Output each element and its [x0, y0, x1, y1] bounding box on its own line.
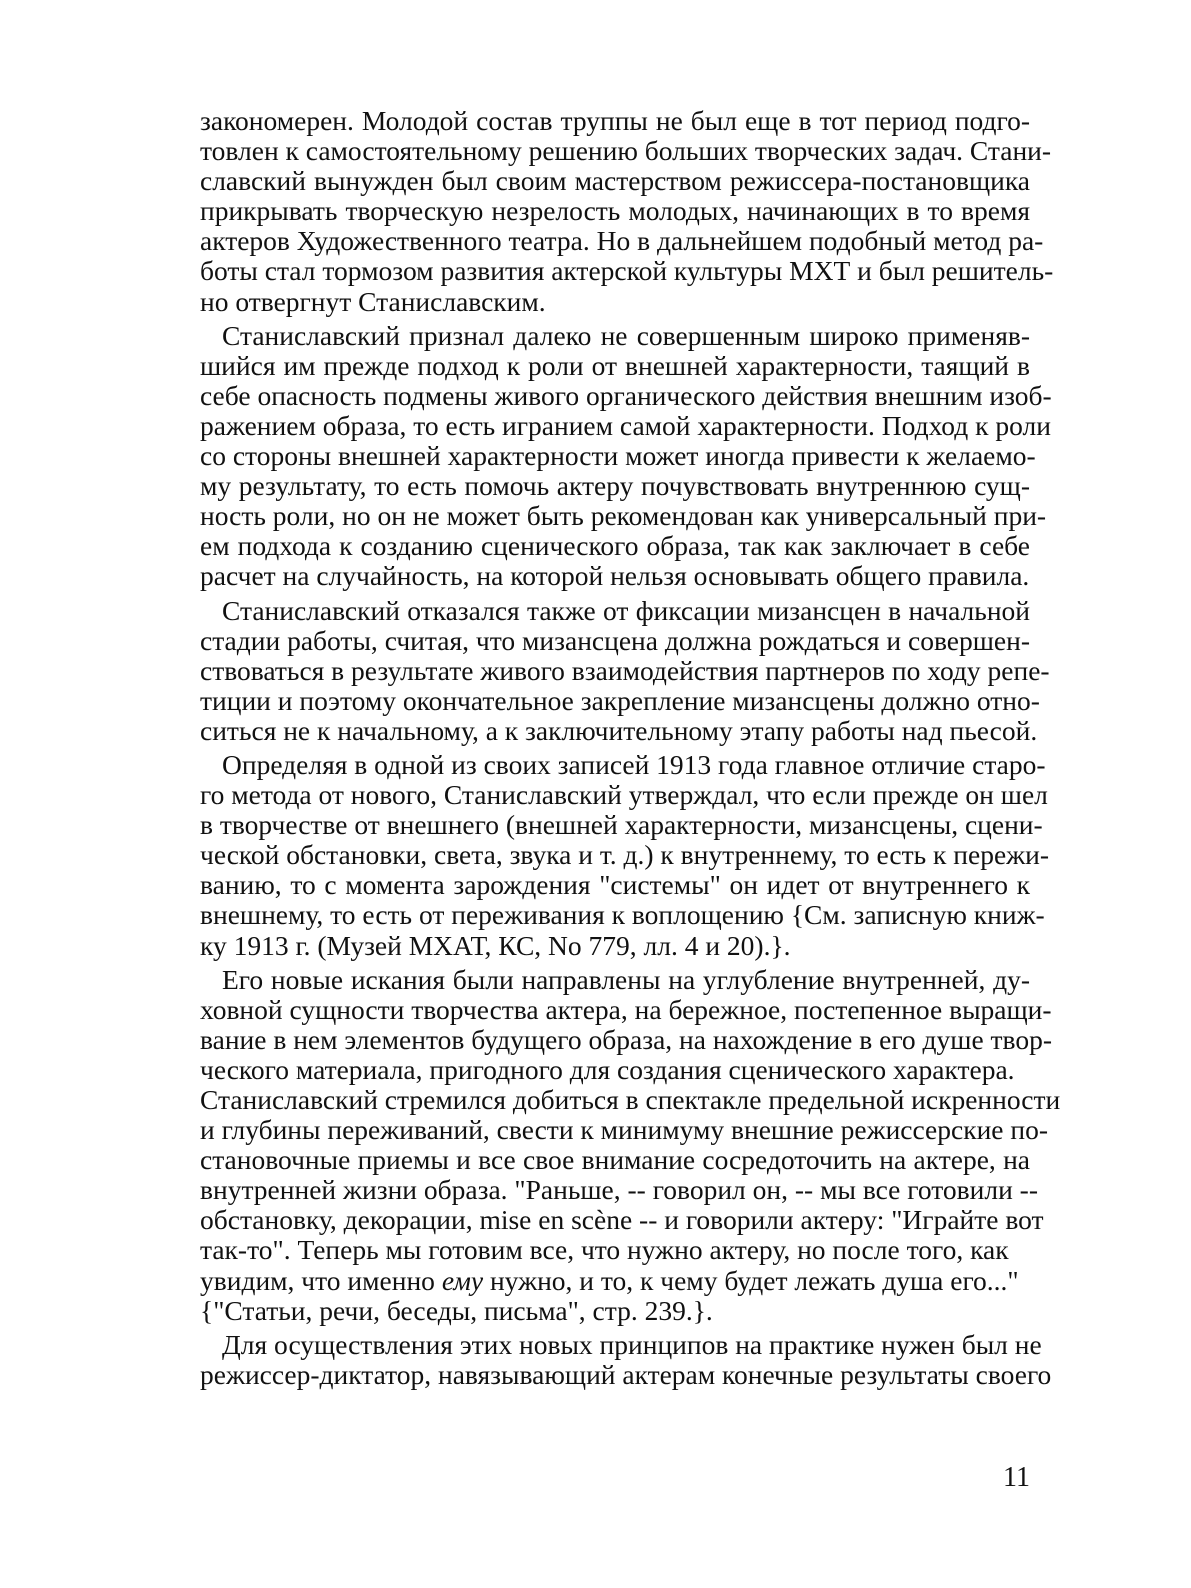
paragraph [200, 963, 1061, 1326]
text-line: му результату, то есть помочь актеру почувствовать внутреннюю сущ- [200, 470, 1030, 502]
text-line: режиссер-диктатор, навязывающий актерам конечные результаты своего [200, 1358, 1052, 1390]
footnote-reference: {"Статьи, речи, беседы, письма", стр. 239.}. [200, 1294, 713, 1326]
paragraph [200, 594, 1050, 746]
text-line: Для осуществления этих новых принципов на практике нужен был не [222, 1328, 1042, 1360]
text-line: Станиславский признал далеко не совершенным широко применяв- [222, 319, 1030, 351]
text-line: Его новые искания были направлены на углубление внутренней, ду- [222, 963, 1030, 995]
text-line: ствоваться в результате живого взаимодействия партнеров по ходу репе- [200, 654, 1050, 686]
text-line: так-то". Теперь мы готовим все, что нужно актеру, но после того, как [200, 1234, 1009, 1266]
text-line: тиции и поэтому окончательное закрепление мизансцены должно отно- [200, 684, 1040, 716]
text-line: себе опасность подмены живого органического действия внешним изоб- [200, 379, 1052, 411]
body-text [200, 105, 1061, 1390]
text-line: обстановку, декорации, mise en scène -- и говорили актеру: "Играйте вот [200, 1204, 1044, 1236]
emphasized-word: ему [441, 1264, 484, 1296]
text-line: в творчестве от внешнего (внешней характерности, мизансцены, сцени- [200, 809, 1043, 841]
paragraph [200, 748, 1050, 961]
text-line: ражением образа, то есть игранием самой характерности. Подход к роли [200, 409, 1051, 441]
text-line: товлен к самостоятельному решению больших творческих задач. Стани- [200, 135, 1052, 167]
text-line: ситься не к начальному, а к заключительному этапу работы над пьесой. [200, 714, 1038, 746]
text-line: со стороны внешней характерности может иногда привести к желаемо- [200, 440, 1036, 472]
text-line: расчет на случайность, на которой нельзя основывать общего правила. [200, 560, 1030, 592]
text-line-with-emphasis [200, 1266, 1030, 1296]
text-line: внутренней жизни образа. "Раньше, -- говорил он, -- мы все готовили -- [200, 1174, 1038, 1206]
text-line: боты стал тормозом развития актерской культуры МХТ и был решитель- [200, 255, 1054, 287]
text-line: прикрывать творческую незрелость молодых, начинающих в то время [200, 195, 1030, 227]
text-line: но отвергнут Станиславским. [200, 285, 546, 317]
page-number: 11 [1003, 1462, 1030, 1493]
text-line: стадии работы, считая, что мизансцена должна рождаться и совершен- [200, 624, 1030, 656]
text-line: Определяя в одной из своих записей 1913 года главное отличие старо- [222, 748, 1046, 780]
text-line: ческого материала, пригодного для создания сценического характера. [200, 1053, 1015, 1085]
text-line: ность роли, но он не может быть рекомендован как универсальный при- [200, 500, 1047, 532]
text-line: ем подхода к созданию сценического образа, так как заключает в себе [200, 530, 1030, 562]
text-line: го метода от нового, Станиславский утверждал, что если прежде он шел [200, 779, 1048, 811]
text-line: актеров Художественного театра. Но в дальнейшем подобный метод ра- [200, 225, 1044, 257]
text-line: ванию, то с момента зарождения "системы" он идет от внутреннего к [200, 869, 1030, 901]
text-line: ческой обстановки, света, звука и т. д.) к внутреннему, то есть к пережи- [200, 839, 1050, 871]
text-line: ку 1913 г. (Музей МХАТ, КС, No 779, лл. 4 и 20).}. [200, 929, 791, 961]
text-line: Станиславский стремился добиться в спектакле предельной искренности [200, 1084, 1061, 1115]
paragraph [200, 319, 1052, 592]
text-line: вание в нем элементов будущего образа, на нахождение в его душе твор- [200, 1023, 1053, 1055]
paragraph [200, 105, 1054, 317]
text-line: ховной сущности творчества актера, на бережное, постепенное выращи- [200, 993, 1052, 1025]
paragraph [200, 1328, 1052, 1390]
text-run: увидим, что именно [200, 1264, 442, 1296]
text-line: становочные приемы и все свое внимание сосредоточить на актере, на [200, 1144, 1030, 1176]
text-line: славский вынужден был своим мастерством режиссера-постановщика [200, 165, 1030, 197]
text-line: закономерен. Молодой состав труппы не был еще в тот период подго- [200, 105, 1030, 136]
text-run: нужно, и то, к чему будет лежать душа его..." [483, 1264, 1019, 1296]
text-line: внешнему, то есть от переживания к воплощению {См. записную книж- [200, 899, 1045, 931]
text-line: шийся им прежде подход к роли от внешней характерности, таящий в [200, 349, 1030, 381]
text-line: и глубины переживаний, свести к минимуму внешние режиссерские по- [200, 1114, 1048, 1146]
text-line: Станиславский отказался также от фиксации мизансцен в начальной [222, 594, 1030, 626]
